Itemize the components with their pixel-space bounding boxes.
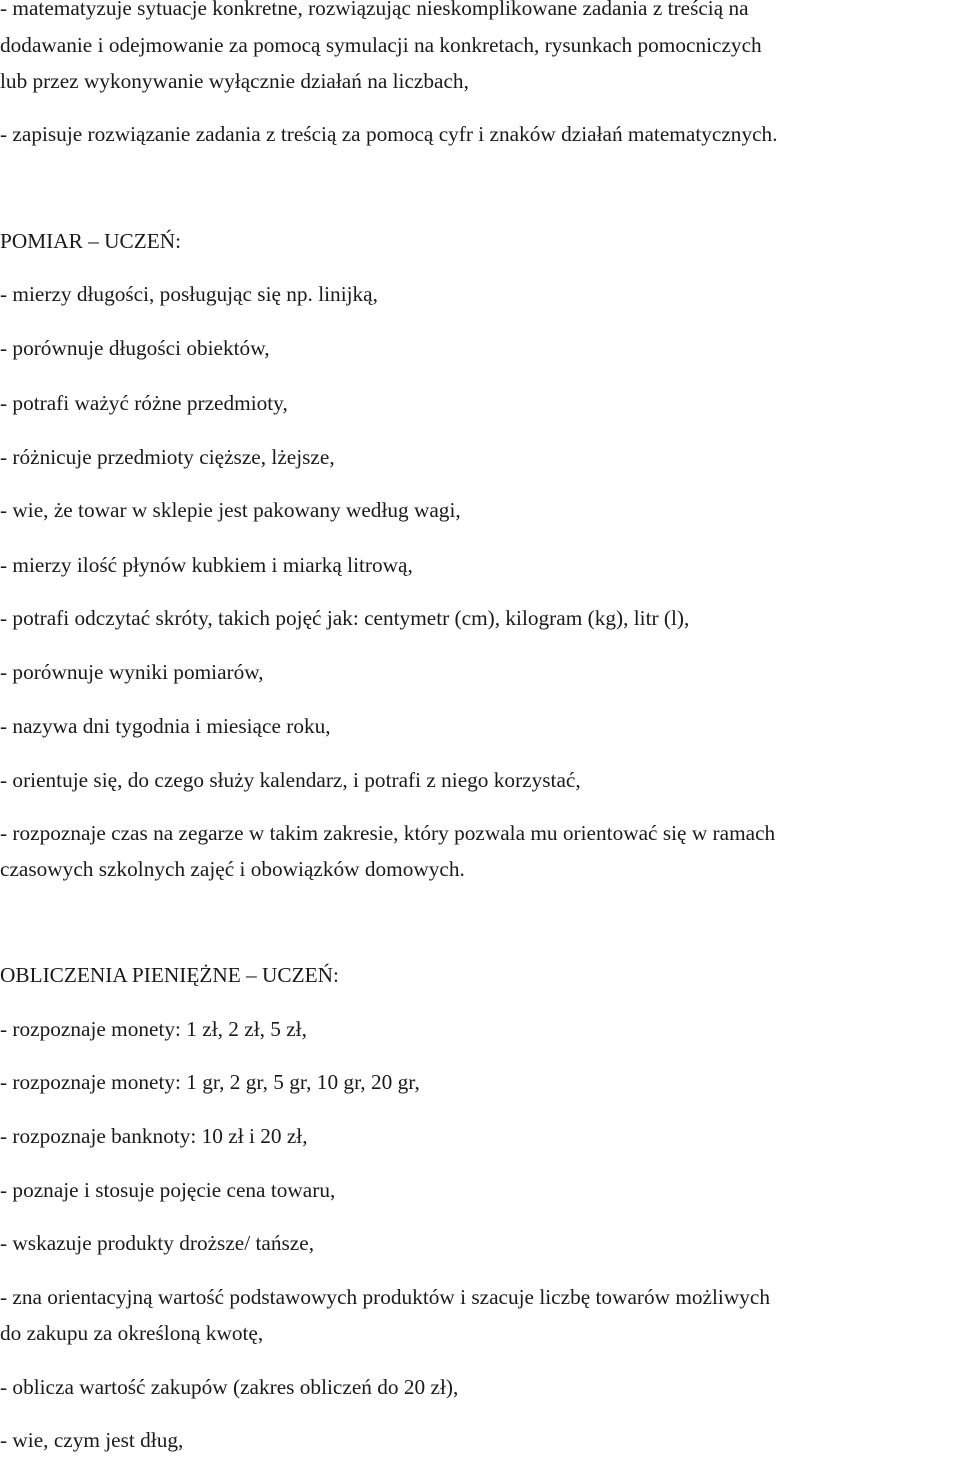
list-item: - mierzy ilość płynów kubkiem i miarką litrową, — [0, 553, 413, 577]
list-item: - nazywa dni tygodnia i miesiące roku, — [0, 714, 331, 738]
section-heading-pomiar: POMIAR – UCZEŃ: — [0, 229, 182, 253]
list-item-continuation: do zakupu za określoną kwotę, — [0, 1321, 264, 1345]
list-item: - wie, czym jest dług, — [0, 1428, 184, 1452]
list-item: - wskazuje produkty droższe/ tańsze, — [0, 1231, 315, 1255]
list-item: - poznaje i stosuje pojęcie cena towaru, — [0, 1178, 336, 1202]
list-item: - mierzy długości, posługując się np. linijką, — [0, 282, 378, 306]
intro-line: - matematyzuje sytuacje konkretne, rozwiązując nieskomplikowane zadania z treścią na — [0, 0, 749, 20]
list-item: - różnicuje przedmioty cięższe, lżejsze, — [0, 445, 335, 469]
list-item: - porównuje wyniki pomiarów, — [0, 660, 264, 684]
list-item: - rozpoznaje monety: 1 gr, 2 gr, 5 gr, 10 gr, 20 gr, — [0, 1070, 420, 1094]
list-item: - rozpoznaje banknoty: 10 zł i 20 zł, — [0, 1124, 308, 1148]
list-item: - porównuje długości obiektów, — [0, 336, 270, 360]
list-item: - rozpoznaje monety: 1 zł, 2 zł, 5 zł, — [0, 1017, 307, 1041]
list-item: - rozpoznaje czas na zegarze w takim zakresie, który pozwala mu orientować się w ramach — [0, 821, 776, 845]
list-item: - orientuje się, do czego służy kalendarz, i potrafi z niego korzystać, — [0, 768, 581, 792]
list-item: - potrafi odczytać skróty, takich pojęć jak: centymetr (cm), kilogram (kg), litr (l), — [0, 606, 690, 630]
intro-line: dodawanie i odejmowanie za pomocą symulacji na konkretach, rysunkach pomocniczych — [0, 33, 762, 57]
section-heading-pieniadze: OBLICZENIA PIENIĘŻNE – UCZEŃ: — [0, 963, 339, 987]
list-item-continuation: czasowych szkolnych zajęć i obowiązków domowych. — [0, 857, 465, 881]
list-item: - oblicza wartość zakupów (zakres obliczeń do 20 zł), — [0, 1375, 459, 1399]
intro-line: - zapisuje rozwiązanie zadania z treścią za pomocą cyfr i znaków działań matematycznych. — [0, 122, 778, 146]
intro-line: lub przez wykonywanie wyłącznie działań na liczbach, — [0, 69, 469, 93]
list-item: - wie, że towar w sklepie jest pakowany według wagi, — [0, 498, 461, 522]
list-item: - potrafi ważyć różne przedmioty, — [0, 391, 288, 415]
list-item: - zna orientacyjną wartość podstawowych produktów i szacuje liczbę towarów możliwych — [0, 1285, 770, 1309]
